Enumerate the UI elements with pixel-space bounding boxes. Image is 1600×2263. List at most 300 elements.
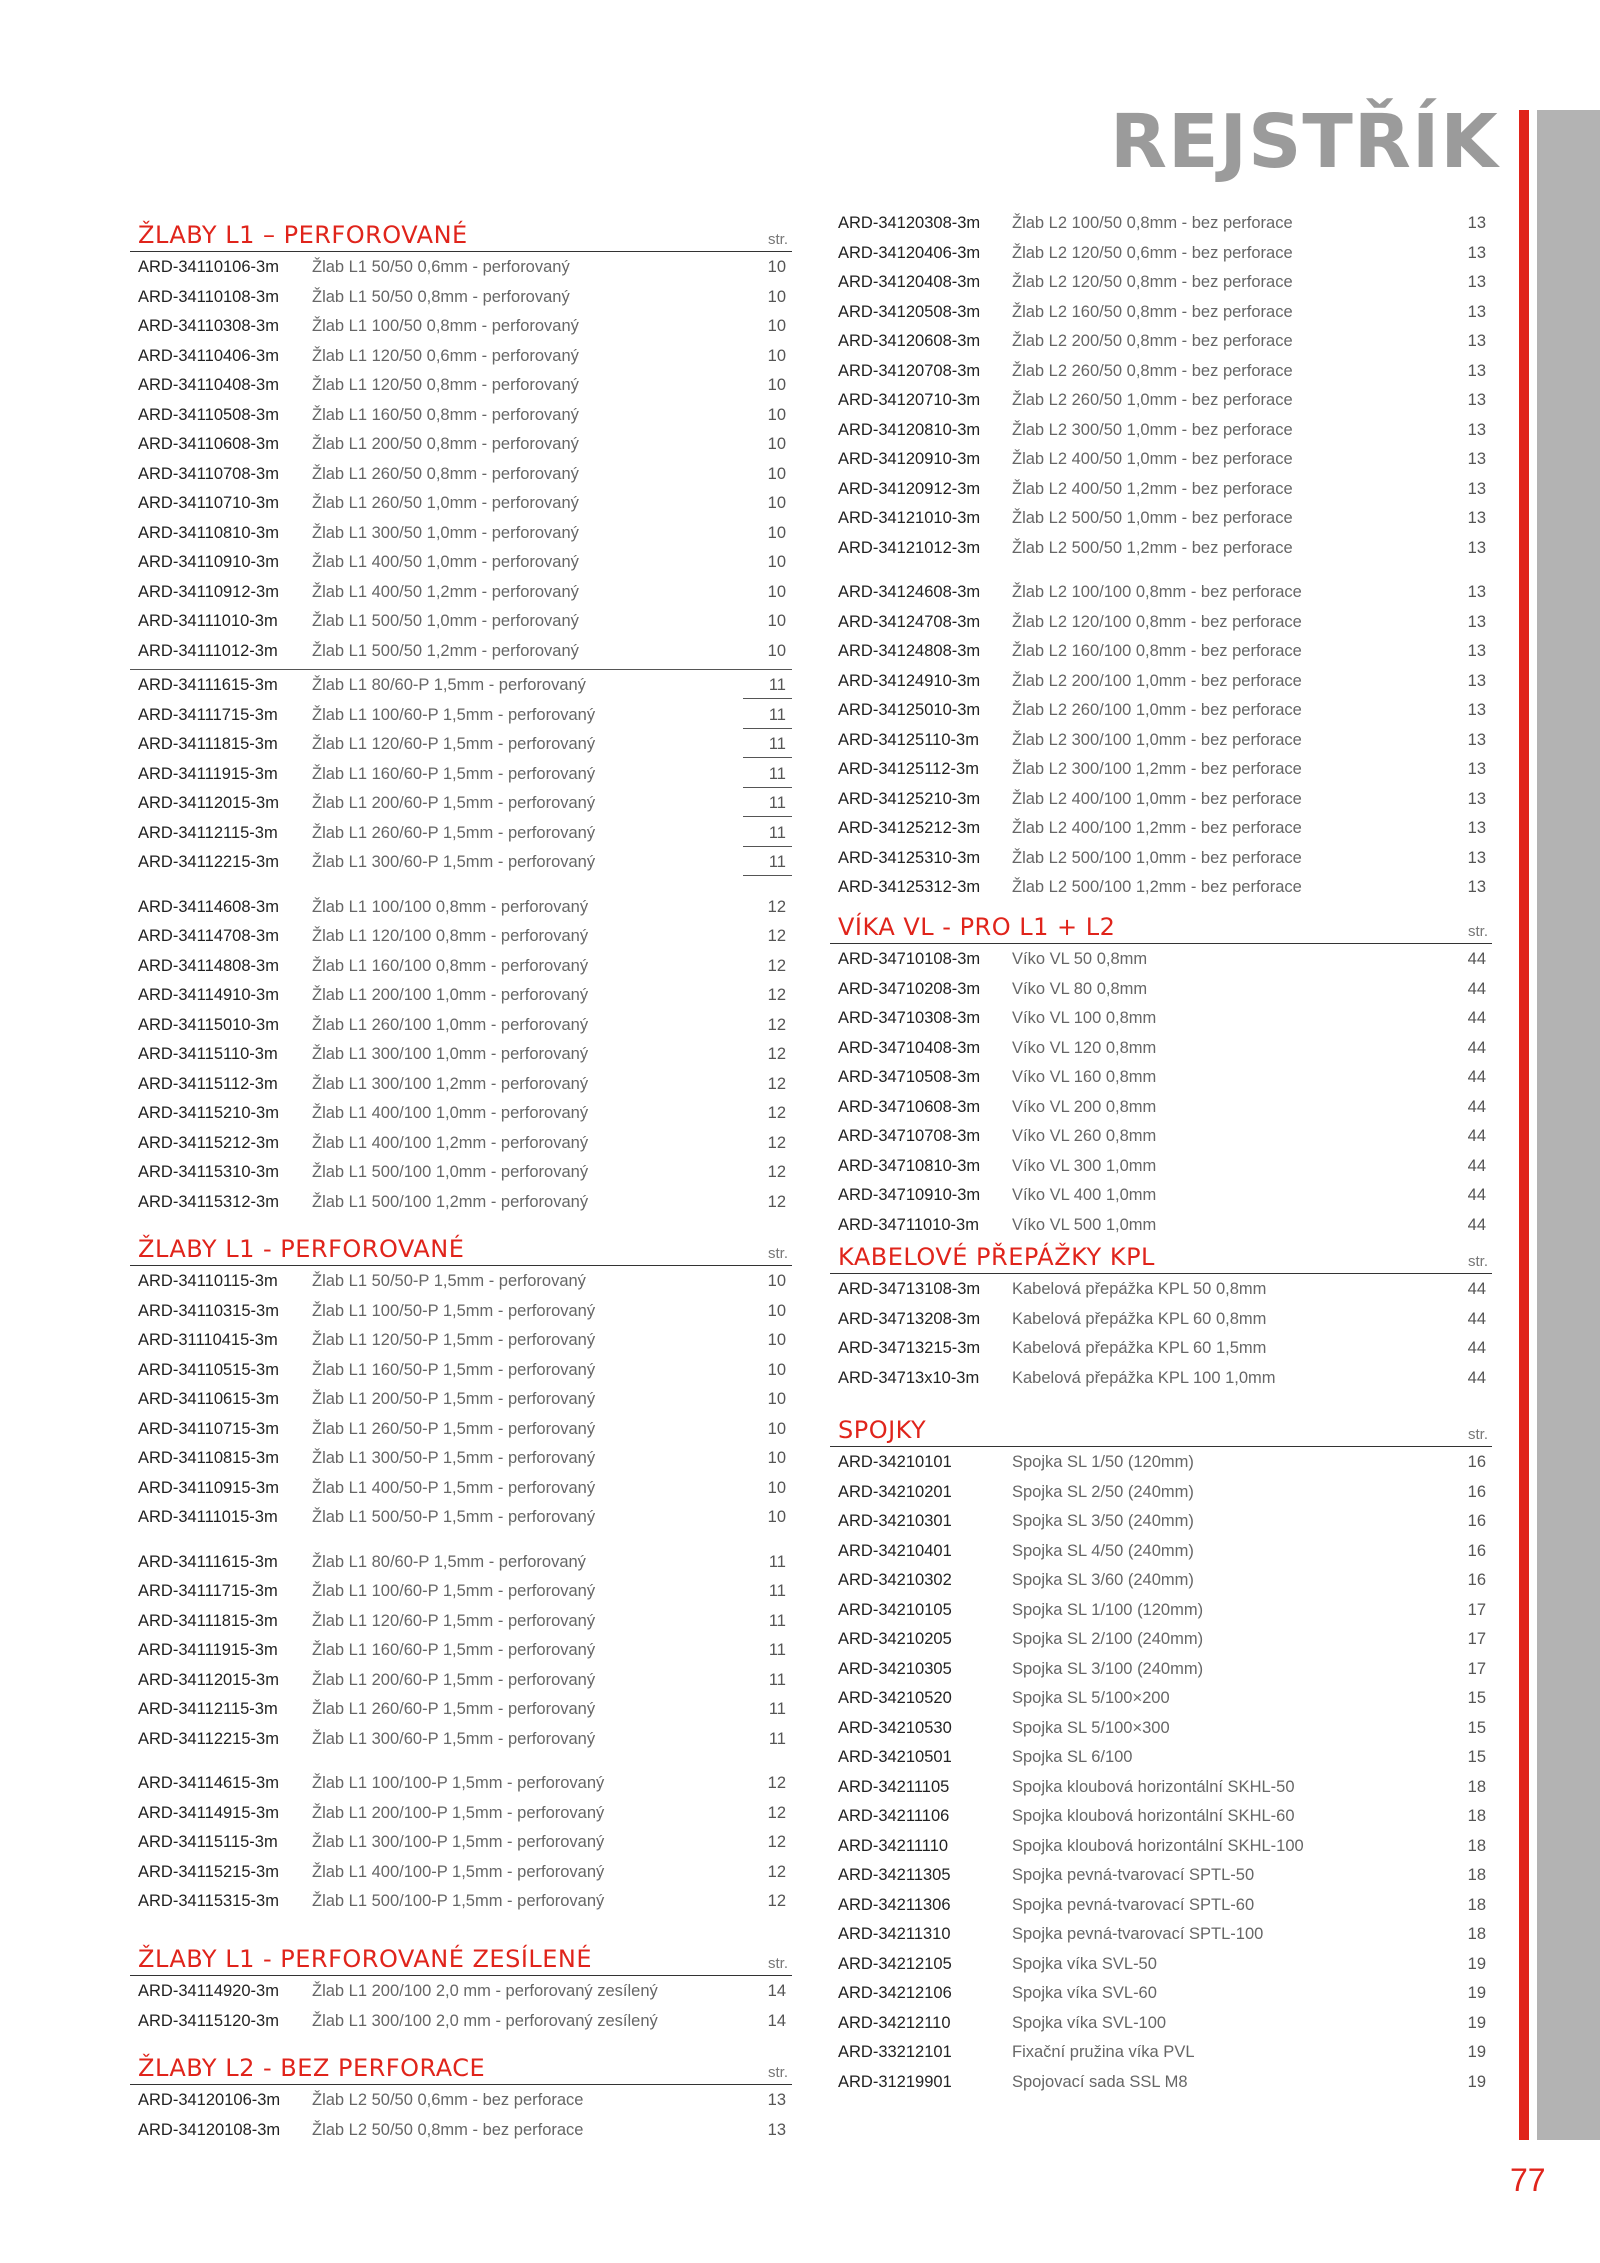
product-code: ARD-34710910-3m: [838, 1186, 981, 1204]
index-row: [830, 607, 1492, 637]
product-code: ARD-34115310-3m: [138, 1163, 279, 1181]
product-code: ARD-34112215-3m: [138, 1729, 279, 1748]
product-description: Žlab L1 120/60-P 1,5mm - perforovaný: [312, 1611, 596, 1630]
product-code: ARD-34114915-3m: [138, 1803, 279, 1822]
index-row: [830, 1092, 1492, 1122]
product-code: ARD-34121010-3m: [838, 509, 981, 527]
row-group: [130, 1547, 792, 1754]
index-row: [830, 208, 1492, 238]
product-code: ARD-34210302: [838, 1571, 952, 1589]
product-description: Spojovací sada SSL M8: [1012, 2072, 1188, 2091]
page-reference: 11: [743, 765, 792, 788]
product-description: Žlab L2 300/100 1,0mm - bez perforace: [1012, 730, 1302, 749]
product-description: Fixační pružina víka PVL: [1012, 2043, 1195, 2061]
index-section: [130, 1942, 792, 2035]
product-code: ARD-34115212-3m: [138, 1133, 279, 1152]
index-row: [830, 297, 1492, 327]
product-code: ARD-34112115-3m: [138, 1700, 278, 1718]
product-description: Spojka SL 6/100: [1012, 1748, 1133, 1766]
product-code: ARD-34124708-3m: [838, 612, 981, 631]
index-row: [130, 1724, 792, 1754]
page-reference: 10: [767, 1508, 786, 1526]
product-description: Žlab L1 200/100 2,0 mm - perforovaný zesílený: [312, 1982, 658, 2000]
index-row: [130, 1768, 792, 1798]
product-code: ARD-34115210-3m: [138, 1104, 279, 1122]
page-reference: 11: [768, 1641, 786, 1659]
product-code: ARD-34210501: [838, 1748, 952, 1766]
product-code: ARD-34124608-3m: [838, 583, 981, 601]
section-title: ŽLABY L2 - BEZ PERFORACE: [138, 2054, 486, 2082]
index-row: [830, 2008, 1492, 2038]
product-description: Žlab L1 160/60-P 1,5mm - perforovaný: [312, 1641, 596, 1659]
product-code: ARD-34710708-3m: [838, 1127, 981, 1145]
product-code: ARD-34110815-3m: [138, 1449, 279, 1467]
product-description: Žlab L1 160/60-P 1,5mm - perforovaný: [312, 764, 596, 783]
index-row: [830, 1595, 1492, 1625]
product-description: Spojka víka SVL-100: [1012, 2013, 1167, 2032]
index-row: [130, 700, 792, 730]
index-row: [830, 872, 1492, 902]
index-row: [830, 1772, 1492, 1802]
product-description: Víko VL 80 0,8mm: [1012, 979, 1148, 998]
product-code: ARD-31219901: [838, 2072, 952, 2091]
product-code: ARD-34110715-3m: [138, 1419, 279, 1438]
index-row: [130, 400, 792, 430]
product-code: ARD-34110108-3m: [138, 287, 279, 306]
product-description: Víko VL 50 0,8mm: [1012, 950, 1148, 968]
product-code: ARD-34211110: [838, 1836, 949, 1855]
index-section: [130, 2051, 792, 2144]
index-row: [130, 1296, 792, 1326]
page-reference: 18: [1467, 1925, 1486, 1943]
index-row: [130, 341, 792, 371]
product-description: Žlab L1 160/50 0,8mm - perforovaný: [312, 405, 579, 424]
product-description: Spojka SL 2/100 (240mm): [1012, 1630, 1204, 1648]
product-code: ARD-34713x10-3m: [838, 1368, 980, 1387]
index-row: [830, 1860, 1492, 1890]
product-description: Žlab L1 400/100 1,2mm - perforovaný: [312, 1133, 589, 1152]
index-row: [130, 636, 792, 666]
page-reference: 13: [1467, 361, 1486, 380]
row-group: [830, 944, 1492, 1239]
product-code: ARD-34124910-3m: [838, 671, 981, 690]
product-code: ARD-34125210-3m: [838, 789, 981, 808]
index-row: [830, 1506, 1492, 1536]
index-row: [130, 1857, 792, 1887]
index-row: [830, 944, 1492, 974]
product-code: ARD-34112215-3m: [138, 853, 279, 871]
index-row: [130, 1547, 792, 1577]
page-reference: 13: [1467, 642, 1486, 660]
page-reference: 12: [767, 1862, 786, 1881]
product-code: ARD-34120106-3m: [138, 2091, 281, 2109]
row-group: [830, 1447, 1492, 2096]
product-description: Žlab L2 50/50 0,6mm - bez perforace: [312, 2091, 584, 2109]
index-row: [130, 1635, 792, 1665]
product-code: ARD-34115112-3m: [138, 1074, 278, 1093]
index-row: [130, 1886, 792, 1916]
index-row: [830, 1477, 1492, 1507]
product-code: ARD-34120406-3m: [838, 243, 981, 262]
index-row: [130, 1039, 792, 1069]
section-header: [130, 218, 792, 252]
section-title: ŽLABY L1 – PERFOROVANÉ: [138, 221, 468, 249]
product-description: Žlab L2 400/100 1,2mm - bez perforace: [1012, 819, 1302, 837]
product-code: ARD-34710810-3m: [838, 1156, 981, 1175]
index-row: [830, 1919, 1492, 1949]
product-code: ARD-34115115-3m: [138, 1833, 278, 1851]
page-reference: 17: [1467, 1600, 1486, 1619]
page-reference: 18: [1467, 1807, 1486, 1825]
product-description: Žlab L1 260/100 1,0mm - perforovaný: [312, 1015, 589, 1034]
group-gap: [130, 1753, 792, 1768]
product-code: ARD-34120912-3m: [838, 479, 981, 498]
index-row: [830, 1742, 1492, 1772]
page-reference: 10: [767, 612, 786, 630]
index-row: [130, 1694, 792, 1724]
page-reference: 10: [767, 287, 786, 306]
product-description: Žlab L1 500/50 1,2mm - perforovaný: [312, 641, 579, 660]
index-row: [130, 729, 792, 759]
page-reference: 11: [768, 1670, 786, 1689]
product-description: Spojka SL 3/50 (240mm): [1012, 1512, 1194, 1530]
page-reference: 13: [1467, 819, 1486, 837]
page-reference: 44: [1467, 1127, 1486, 1145]
product-code: ARD-34125112-3m: [838, 760, 979, 778]
index-row: [130, 252, 792, 282]
index-row: [830, 1713, 1492, 1743]
page-reference: 17: [1467, 1630, 1486, 1648]
page-reference: 44: [1467, 1215, 1486, 1234]
product-description: Žlab L1 300/50-P 1,5mm - perforovaný: [312, 1449, 596, 1467]
product-code: ARD-34111815-3m: [138, 1611, 278, 1630]
page-reference: 44: [1467, 1339, 1486, 1357]
product-code: ARD-34713108-3m: [838, 1280, 981, 1298]
index-row: [130, 1606, 792, 1636]
page-reference: 10: [767, 523, 786, 542]
page-reference: 15: [1467, 1689, 1486, 1707]
product-code: ARD-34713215-3m: [838, 1339, 981, 1357]
index-row: [830, 1949, 1492, 1979]
product-code: ARD-34111915-3m: [138, 764, 278, 783]
page-reference: 12: [767, 1133, 786, 1152]
product-description: Žlab L2 200/50 0,8mm - bez perforace: [1012, 332, 1293, 350]
index-row: [130, 459, 792, 489]
page-reference: 11: [768, 1700, 786, 1718]
index-row: [130, 921, 792, 951]
index-row: [830, 1654, 1492, 1684]
product-description: Žlab L1 120/50-P 1,5mm - perforovaný: [312, 1331, 596, 1349]
page-reference: 13: [767, 2091, 786, 2109]
product-code: ARD-34120910-3m: [838, 450, 981, 468]
product-code: ARD-34210101: [838, 1453, 952, 1471]
row-group: [130, 892, 792, 1217]
page-reference: 44: [1467, 1038, 1486, 1057]
index-row: [830, 2037, 1492, 2067]
product-code: ARD-34120308-3m: [838, 214, 981, 232]
index-row: [830, 1363, 1492, 1393]
page-title: REJSTŘÍK: [1110, 99, 1499, 185]
product-description: Spojka kloubová horizontální SKHL-100: [1012, 1836, 1304, 1855]
page-reference: 10: [767, 1272, 786, 1290]
product-code: ARD-34110115-3m: [138, 1272, 278, 1290]
product-description: Spojka kloubová horizontální SKHL-60: [1012, 1807, 1295, 1825]
product-description: Žlab L2 500/50 1,2mm - bez perforace: [1012, 538, 1293, 557]
product-description: Žlab L1 400/50-P 1,5mm - perforovaný: [312, 1478, 596, 1497]
index-row: [130, 488, 792, 518]
index-row: [830, 784, 1492, 814]
page-reference: 13: [1467, 302, 1486, 321]
page-reference: 19: [1467, 1984, 1486, 2002]
product-description: Žlab L2 160/50 0,8mm - bez perforace: [1012, 302, 1293, 321]
product-description: Spojka SL 5/100×200: [1012, 1689, 1170, 1707]
page-reference: 18: [1467, 1866, 1486, 1884]
product-description: Žlab L1 50/50 0,6mm - perforovaný: [312, 258, 570, 276]
product-description: Žlab L1 300/100-P 1,5mm - perforovaný: [312, 1833, 605, 1851]
product-code: ARD-34210401: [838, 1541, 952, 1560]
product-code: ARD-34115010-3m: [138, 1015, 279, 1034]
page-reference: 10: [767, 1390, 786, 1408]
product-description: Žlab L1 120/50 0,8mm - perforovaný: [312, 376, 579, 394]
index-row: [130, 1266, 792, 1296]
product-description: Žlab L1 120/50 0,6mm - perforovaný: [312, 346, 579, 365]
row-group: [830, 1274, 1492, 1392]
row-group: [130, 670, 792, 877]
product-description: Žlab L1 120/60-P 1,5mm - perforovaný: [312, 735, 596, 753]
page-reference: 13: [1467, 760, 1486, 778]
section-title: ŽLABY L1 - PERFOROVANÉ ZESÍLENÉ: [138, 1945, 593, 1973]
page-reference: 10: [767, 582, 786, 601]
product-code: ARD-34210205: [838, 1630, 952, 1648]
index-row: [130, 518, 792, 548]
page-reference: 12: [767, 956, 786, 975]
index-row: [830, 1274, 1492, 1304]
index-row: [130, 951, 792, 981]
product-description: Žlab L1 500/100 1,0mm - perforovaný: [312, 1163, 589, 1181]
page-reference: 12: [767, 1803, 786, 1822]
page-reference: 14: [767, 2011, 786, 2030]
product-description: Žlab L2 260/50 1,0mm - bez perforace: [1012, 391, 1293, 409]
page-reference: 12: [767, 1074, 786, 1093]
product-description: Spojka víka SVL-50: [1012, 1954, 1157, 1973]
product-description: Spojka pevná-tvarovací SPTL-50: [1012, 1866, 1255, 1884]
product-description: Žlab L2 260/50 0,8mm - bez perforace: [1012, 361, 1293, 380]
product-code: ARD-34210520: [838, 1689, 952, 1707]
page-column-label: str.: [1467, 923, 1488, 940]
index-row: [830, 1565, 1492, 1595]
product-description: Žlab L1 300/60-P 1,5mm - perforovaný: [312, 853, 596, 871]
index-row: [130, 1976, 792, 2006]
page-reference: 10: [767, 494, 786, 512]
page-reference: 44: [1467, 1097, 1486, 1116]
product-code: ARD-34210301: [838, 1512, 952, 1530]
product-description: Spojka víka SVL-60: [1012, 1984, 1157, 2002]
product-code: ARD-34710108-3m: [838, 950, 981, 968]
product-code: ARD-34210530: [838, 1718, 952, 1737]
index-row: [830, 725, 1492, 755]
index-section: [130, 1232, 792, 1916]
product-code: ARD-34111915-3m: [138, 1641, 278, 1659]
index-row: [830, 1890, 1492, 1920]
index-row: [130, 1798, 792, 1828]
product-description: Žlab L2 50/50 0,8mm - bez perforace: [312, 2120, 584, 2139]
index-row: [830, 356, 1492, 386]
product-description: Žlab L1 100/100-P 1,5mm - perforovaný: [312, 1774, 605, 1792]
product-description: Žlab L1 500/100-P 1,5mm - perforovaný: [312, 1892, 605, 1910]
index-row: [130, 892, 792, 922]
page-reference: 13: [1467, 391, 1486, 409]
page-reference: 18: [1467, 1895, 1486, 1914]
index-row: [130, 1157, 792, 1187]
product-description: Žlab L2 100/50 0,8mm - bez perforace: [1012, 214, 1293, 232]
index-row: [830, 843, 1492, 873]
product-description: Žlab L1 400/100 1,0mm - perforovaný: [312, 1104, 589, 1122]
index-row: [830, 577, 1492, 607]
page-reference: 44: [1467, 1009, 1486, 1027]
product-description: Žlab L2 400/100 1,0mm - bez perforace: [1012, 789, 1302, 808]
product-code: ARD-34110915-3m: [138, 1478, 279, 1497]
index-row: [830, 1801, 1492, 1831]
product-description: Žlab L2 500/100 1,0mm - bez perforace: [1012, 848, 1302, 867]
page-reference: 10: [767, 317, 786, 335]
page-reference: 44: [1467, 1068, 1486, 1086]
product-code: ARD-34114910-3m: [138, 986, 279, 1004]
product-code: ARD-34110608-3m: [138, 435, 279, 453]
product-description: Žlab L2 260/100 1,0mm - bez perforace: [1012, 701, 1302, 719]
page-reference: 11: [743, 676, 792, 699]
product-description: Žlab L2 200/100 1,0mm - bez perforace: [1012, 671, 1302, 690]
page-reference: 11: [743, 853, 792, 876]
page-reference: 13: [1467, 789, 1486, 808]
product-description: Žlab L1 260/50 0,8mm - perforovaný: [312, 464, 579, 483]
row-group: [130, 252, 792, 665]
product-description: Žlab L2 400/50 1,2mm - bez perforace: [1012, 479, 1293, 498]
product-code: ARD-34114808-3m: [138, 956, 279, 975]
product-description: Žlab L1 200/100-P 1,5mm - perforovaný: [312, 1803, 605, 1822]
product-code: ARD-34110912-3m: [138, 582, 279, 601]
product-description: Kabelová přepážka KPL 50 0,8mm: [1012, 1280, 1267, 1298]
page-reference: 44: [1467, 1368, 1486, 1387]
product-code: ARD-34125310-3m: [838, 848, 981, 867]
page-reference: 12: [767, 927, 786, 945]
product-description: Žlab L1 500/100 1,2mm - perforovaný: [312, 1192, 589, 1211]
index-row: [830, 1624, 1492, 1654]
product-description: Žlab L1 160/100 0,8mm - perforovaný: [312, 956, 589, 975]
product-code: ARD-34711010-3m: [838, 1215, 979, 1234]
product-code: ARD-34110315-3m: [138, 1301, 279, 1320]
page-reference: 13: [1467, 243, 1486, 262]
page-reference: 13: [767, 2120, 786, 2139]
page-reference: 15: [1467, 1718, 1486, 1737]
page-reference: 13: [1467, 332, 1486, 350]
index-row: [830, 1062, 1492, 1092]
product-description: Spojka SL 1/50 (120mm): [1012, 1453, 1194, 1471]
page-column-label: str.: [767, 231, 788, 248]
section-header: [130, 2051, 792, 2085]
index-row: [830, 1180, 1492, 1210]
page-reference: 10: [767, 641, 786, 660]
index-row: [130, 818, 792, 848]
product-description: Žlab L1 50/50-P 1,5mm - perforovaný: [312, 1272, 586, 1290]
index-section: [130, 218, 792, 1216]
section-header: [130, 1942, 792, 1976]
index-row: [130, 1069, 792, 1099]
product-code: ARD-34212105: [838, 1954, 952, 1973]
product-code: ARD-34114708-3m: [138, 927, 279, 945]
product-description: Žlab L2 120/50 0,6mm - bez perforace: [1012, 243, 1293, 262]
page-reference: 10: [767, 553, 786, 571]
page-reference: 13: [1467, 479, 1486, 498]
page-reference: 12: [767, 1192, 786, 1211]
product-code: ARD-34125110-3m: [838, 730, 979, 749]
index-row: [130, 980, 792, 1010]
product-description: Víko VL 100 0,8mm: [1012, 1009, 1157, 1027]
product-code: ARD-34115110-3m: [138, 1045, 278, 1063]
product-description: Žlab L1 400/50 1,2mm - perforovaný: [312, 582, 579, 601]
product-code: ARD-34111010-3m: [138, 612, 278, 630]
product-code: ARD-34210105: [838, 1600, 952, 1619]
index-row: [130, 1414, 792, 1444]
page-reference: 10: [767, 376, 786, 394]
page-reference: 12: [767, 1774, 786, 1792]
index-row: [130, 429, 792, 459]
product-description: Žlab L1 100/60-P 1,5mm - perforovaný: [312, 705, 596, 724]
index-row: [130, 577, 792, 607]
row-group: [130, 2085, 792, 2144]
page-reference: 13: [1467, 538, 1486, 557]
product-code: ARD-34125312-3m: [838, 878, 981, 896]
index-row: [830, 415, 1492, 445]
section-header: [830, 1413, 1492, 1447]
index-row: [130, 1473, 792, 1503]
product-description: Žlab L1 260/50 1,0mm - perforovaný: [312, 494, 579, 512]
page-reference: 10: [767, 1449, 786, 1467]
product-description: Spojka SL 1/100 (120mm): [1012, 1600, 1204, 1619]
section-title: ŽLABY L1 - PERFOROVANÉ: [138, 1235, 465, 1263]
row-group: [830, 208, 1492, 562]
index-row: [130, 282, 792, 312]
product-code: ARD-34110406-3m: [138, 346, 279, 365]
product-code: ARD-34112115-3m: [138, 823, 278, 842]
page-reference: 18: [1467, 1777, 1486, 1796]
row-group: [830, 577, 1492, 902]
section-title: SPOJKY: [838, 1416, 927, 1444]
index-row: [130, 1098, 792, 1128]
product-description: Víko VL 400 1,0mm: [1012, 1186, 1157, 1204]
product-code: ARD-34111715-3m: [138, 705, 278, 724]
index-row: [130, 759, 792, 789]
product-code: ARD-34111715-3m: [138, 1582, 278, 1600]
page-reference: 18: [1467, 1836, 1486, 1855]
product-description: Žlab L2 500/50 1,0mm - bez perforace: [1012, 509, 1293, 527]
product-description: Žlab L1 80/60-P 1,5mm - perforovaný: [312, 1552, 586, 1571]
product-description: Žlab L1 200/100 1,0mm - perforovaný: [312, 986, 589, 1004]
index-row: [130, 670, 792, 700]
index-row: [130, 1502, 792, 1532]
page-reference: 17: [1467, 1659, 1486, 1678]
index-row: [830, 666, 1492, 696]
index-row: [830, 1831, 1492, 1861]
product-description: Víko VL 300 1,0mm: [1012, 1156, 1157, 1175]
product-code: ARD-34120608-3m: [838, 332, 981, 350]
product-code: ARD-34120508-3m: [838, 302, 981, 321]
page-reference: 19: [1467, 2043, 1486, 2061]
product-description: Žlab L2 120/100 0,8mm - bez perforace: [1012, 612, 1302, 631]
page-reference: 10: [767, 1331, 786, 1349]
index-row: [830, 1121, 1492, 1151]
page-reference: 10: [767, 1419, 786, 1438]
page-reference: 16: [1467, 1541, 1486, 1560]
